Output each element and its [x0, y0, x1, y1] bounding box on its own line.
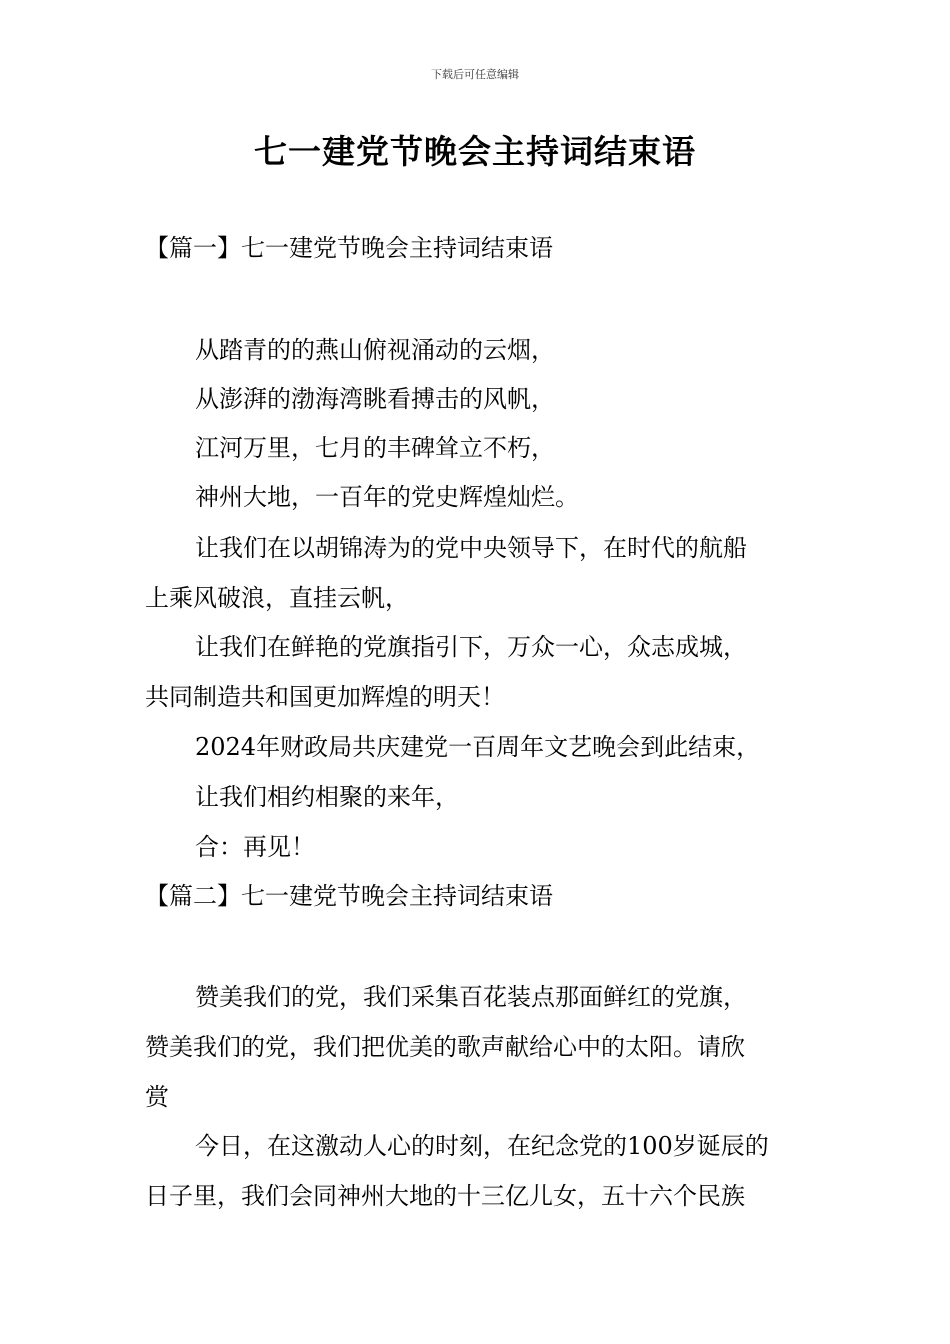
paragraph-line: 江河万里，七月的丰碑耸立不朽，	[195, 434, 555, 462]
paragraph-line: 从踏青的的燕山俯视涌动的云烟，	[195, 336, 555, 364]
paragraph-line: 赞美我们的党，我们把优美的歌声献给心中的太阳。请欣	[145, 1033, 745, 1061]
paragraph-line: 日子里，我们会同神州大地的十三亿儿女，五十六个民族	[145, 1182, 745, 1210]
document-title: 七一建党节晚会主持词结束语	[254, 132, 696, 171]
paragraph-line: 让我们在鲜艳的党旗指引下，万众一心，众志成城，	[195, 633, 747, 661]
section-heading-2: 【篇二】七一建党节晚会主持词结束语	[145, 882, 553, 910]
paragraph-line: 合：再见！	[195, 833, 315, 861]
paragraph-line: 让我们在以胡锦涛为的党中央领导下，在时代的航船	[195, 534, 747, 562]
section-heading-1: 【篇一】七一建党节晚会主持词结束语	[145, 234, 553, 262]
paragraph-line: 神州大地，一百年的党史辉煌灿烂。	[195, 483, 579, 511]
paragraph-line: 让我们相约相聚的来年，	[195, 783, 459, 811]
paragraph-line: 今日，在这激动人心的时刻，在纪念党的100岁诞辰的	[195, 1132, 769, 1160]
paragraph-line: 从澎湃的渤海湾眺看搏击的风帆，	[195, 385, 555, 413]
header-note: 下载后可任意编辑	[431, 68, 519, 81]
paragraph-line: 2024年财政局共庆建党一百周年文艺晚会到此结束，	[195, 733, 761, 761]
paragraph-line: 共同制造共和国更加辉煌的明天！	[145, 683, 505, 711]
paragraph-line: 赏	[145, 1083, 169, 1111]
paragraph-line: 上乘风破浪，直挂云帆，	[145, 584, 409, 612]
paragraph-line: 赞美我们的党，我们采集百花装点那面鲜红的党旗，	[195, 983, 747, 1011]
